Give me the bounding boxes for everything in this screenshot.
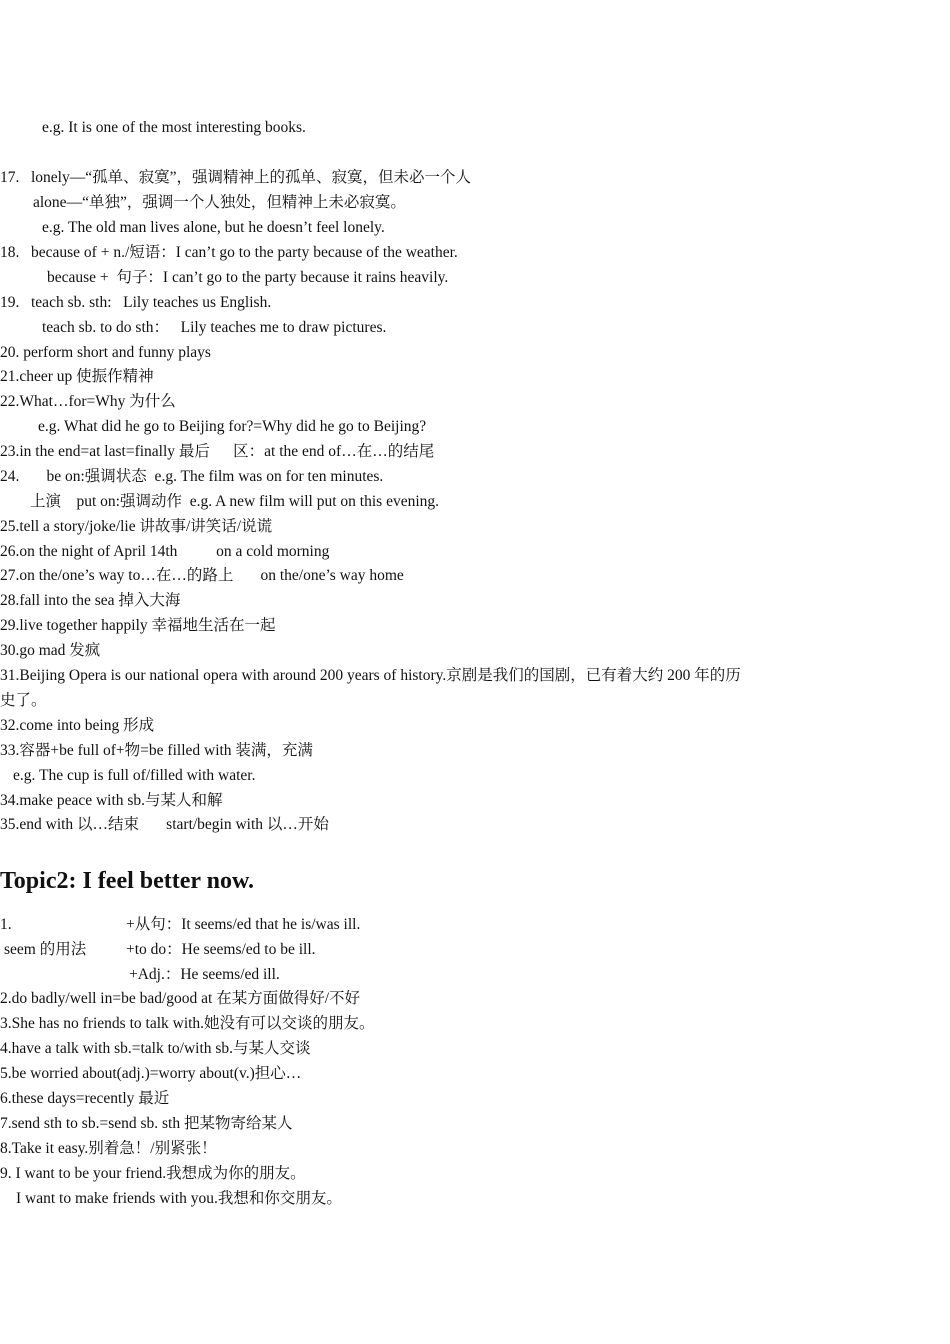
item-19-teach-to-do: teach sb. to do sth： Lily teaches me to draw pictures.: [42, 319, 387, 336]
item-8: 8.Take it easy.别着急！/别紧张！: [0, 1140, 217, 1157]
seem-to-do-usage: +to do：He seems/ed to be ill.: [126, 941, 316, 958]
item-19-teach: 19. teach sb. sth: Lily teaches us English.: [0, 294, 272, 311]
item-28: 28.fall into the sea 掉入大海: [0, 592, 181, 609]
item-21: 21.cheer up 使振作精神: [0, 368, 154, 385]
item-24-put-on: 上演 put on:强调动作 e.g. A new film will put on this evening.: [30, 493, 440, 510]
item-6: 6.these days=recently 最近: [0, 1090, 170, 1107]
item-3: 3.She has no friends to talk with.她没有可以交谈的朋友。: [0, 1015, 375, 1032]
item-35: 35.end with 以…结束 start/begin with 以…开始: [0, 816, 329, 833]
item-29: 29.live together happily 幸福地生活在一起: [0, 617, 276, 634]
example-line: e.g. What did he go to Beijing for?=Why did he go to Beijing?: [38, 418, 427, 435]
item-27: 27.on the/one’s way to…在…的路上 on the/one’s way home: [0, 567, 404, 584]
example-line: e.g. The cup is full of/filled with water.: [13, 767, 256, 784]
item-9-second-sentence: I want to make friends with you.我想和你交朋友。: [16, 1190, 342, 1207]
example-line: e.g. The old man lives alone, but he doesn’t feel lonely.: [42, 219, 385, 236]
item-31: 31.Beijing Opera is our national opera with around 200 years of history.京剧是我们的国剧，已有着大约 200 年的历: [0, 667, 741, 684]
item-1-number: 1.: [0, 916, 12, 933]
seem-adj-usage: +Adj.：He seems/ed ill.: [129, 966, 280, 983]
item-9: 9. I want to be your friend.我想成为你的朋友。: [0, 1165, 306, 1182]
seem-clause-usage: +从句：It seems/ed that he is/was ill.: [126, 916, 361, 933]
item-25: 25.tell a story/joke/lie 讲故事/讲笑话/说谎: [0, 518, 273, 535]
item-24-be-on: 24. be on:强调状态 e.g. The film was on for ten minutes.: [0, 468, 384, 485]
item-32: 32.come into being 形成: [0, 717, 155, 734]
item-5: 5.be worried about(adj.)=worry about(v.)担心…: [0, 1065, 302, 1082]
item-34: 34.make peace with sb.与某人和解: [0, 792, 223, 809]
item-17-lonely: 17. lonely—“孤单、寂寞”，强调精神上的孤单、寂寞，但未必一个人: [0, 169, 472, 186]
item-22: 22.What…for=Why 为什么: [0, 393, 176, 410]
example-line: e.g. It is one of the most interesting books.: [42, 119, 306, 136]
topic2-heading: Topic2: I feel better now.: [0, 868, 254, 894]
item-26: 26.on the night of April 14th on a cold morning: [0, 543, 330, 560]
item-4: 4.have a talk with sb.=talk to/with sb.与某人交谈: [0, 1040, 311, 1057]
item-30: 30.go mad 发疯: [0, 642, 101, 659]
item-23: 23.in the end=at last=finally 最后 区：at the end of…在…的结尾: [0, 443, 435, 460]
item-20: 20. perform short and funny plays: [0, 344, 211, 361]
item-18-because: because + 句子：I can’t go to the party because it rains heavily.: [47, 269, 449, 286]
item-18-because-of: 18. because of + n./短语：I can’t go to the party because of the weather.: [0, 244, 458, 261]
item-2: 2.do badly/well in=be bad/good at 在某方面做得好/不好: [0, 990, 361, 1007]
item-33: 33.容器+be full of+物=be filled with 装满，充满: [0, 742, 313, 759]
item-7: 7.send sth to sb.=send sb. sth 把某物寄给某人: [0, 1115, 293, 1132]
seem-usage-label: seem 的用法: [4, 941, 87, 958]
item-17-alone: alone—“单独”，强调一个人独处，但精神上未必寂寞。: [33, 194, 406, 211]
item-31-continued: 史了。: [0, 692, 47, 709]
